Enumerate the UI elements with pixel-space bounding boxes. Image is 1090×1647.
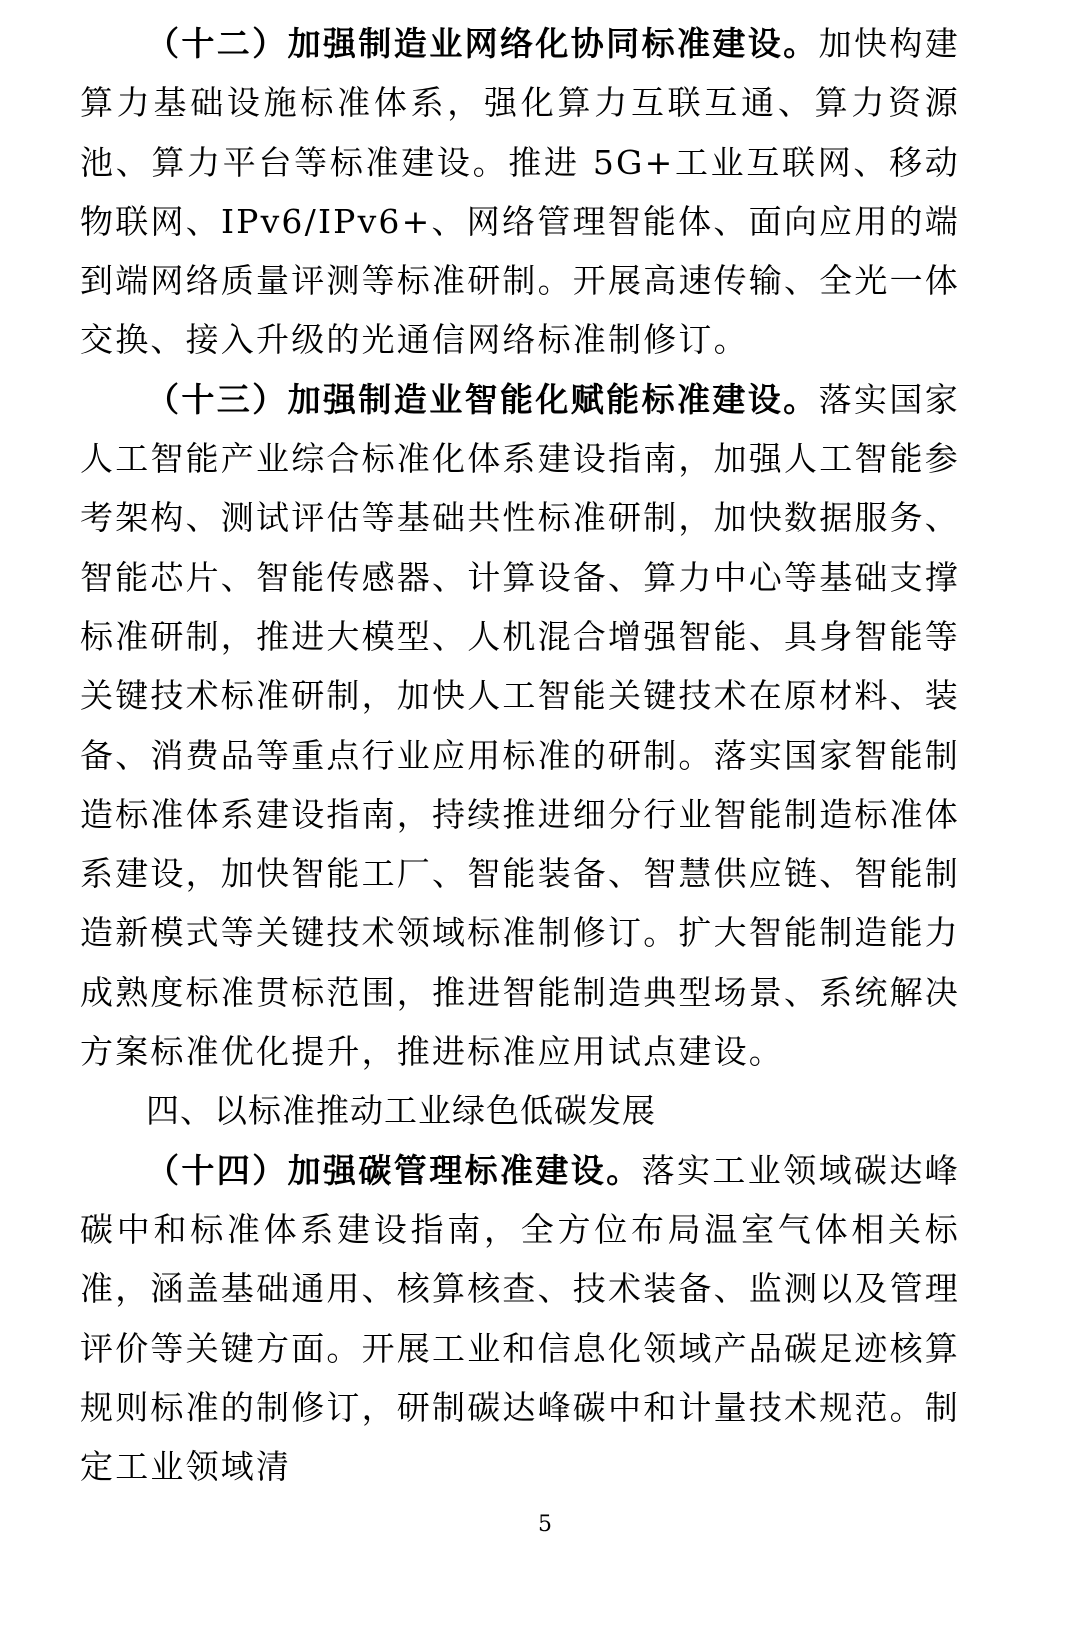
paragraph-body-text: 落实工业领域碳达峰碳中和标准体系建设指南，全方位布局温室气体相关标准，涵盖基础通用、核算核查、技术装备、监测以及管理评价等关键方面。开展工业和信息化领域产品碳足迹核算规则标准的制修订，研制碳达峰碳中和计量技术规范。制定工业领域清 [80,1150,960,1487]
paragraph-intelligent-empowerment [80,370,960,1082]
paragraph-lead-title: （十四）加强碳管理标准建设。 [146,1150,642,1190]
section-heading: 四、以标准推动工业绿色低碳发展 [146,1091,656,1131]
paragraph-body-text: 加快构建算力基础设施标准体系，强化算力互联互通、算力资源池、算力平台等标准建设。推进 5G+工业互联网、移动物联网、IPv6/IPv6+、网络管理智能体、面向应用的端到端网络质量评测等标准研制。开展高速传输、全光一体交换、接入升级的光通信网络标准制修订。 [80,24,960,360]
paragraph-carbon-management [80,1141,960,1497]
document-page [80,14,960,1496]
paragraph-body-text: 落实国家人工智能产业综合标准化体系建设指南，加强人工智能参考架构、测试评估等基础共性标准研制，加快数据服务、智能芯片、智能传感器、计算设备、算力中心等基础支撑标准研制，推进大模型、人机混合增强智能、具身智能等关键技术标准研制，加快人工智能关键技术在原材料、装备、消费品等重点行业应用标准的研制。落实国家智能制造标准体系建设指南，持续推进细分行业智能制造标准体系建设，加快智能工厂、智能装备、智慧供应链、智能制造新模式等关键技术领域标准制修订。扩大智能制造能力成熟度标准贯标范围，推进智能制造典型场景、系统解决方案标准优化提升，推进标准应用试点建设。 [80,379,960,1072]
paragraph-lead-title: （十三）加强制造业智能化赋能标准建设。 [146,379,819,419]
page-number: 5 [538,1512,552,1537]
paragraph-network-collaboration [80,14,960,370]
paragraph-lead-title: （十二）加强制造业网络化协同标准建设。 [146,24,819,63]
